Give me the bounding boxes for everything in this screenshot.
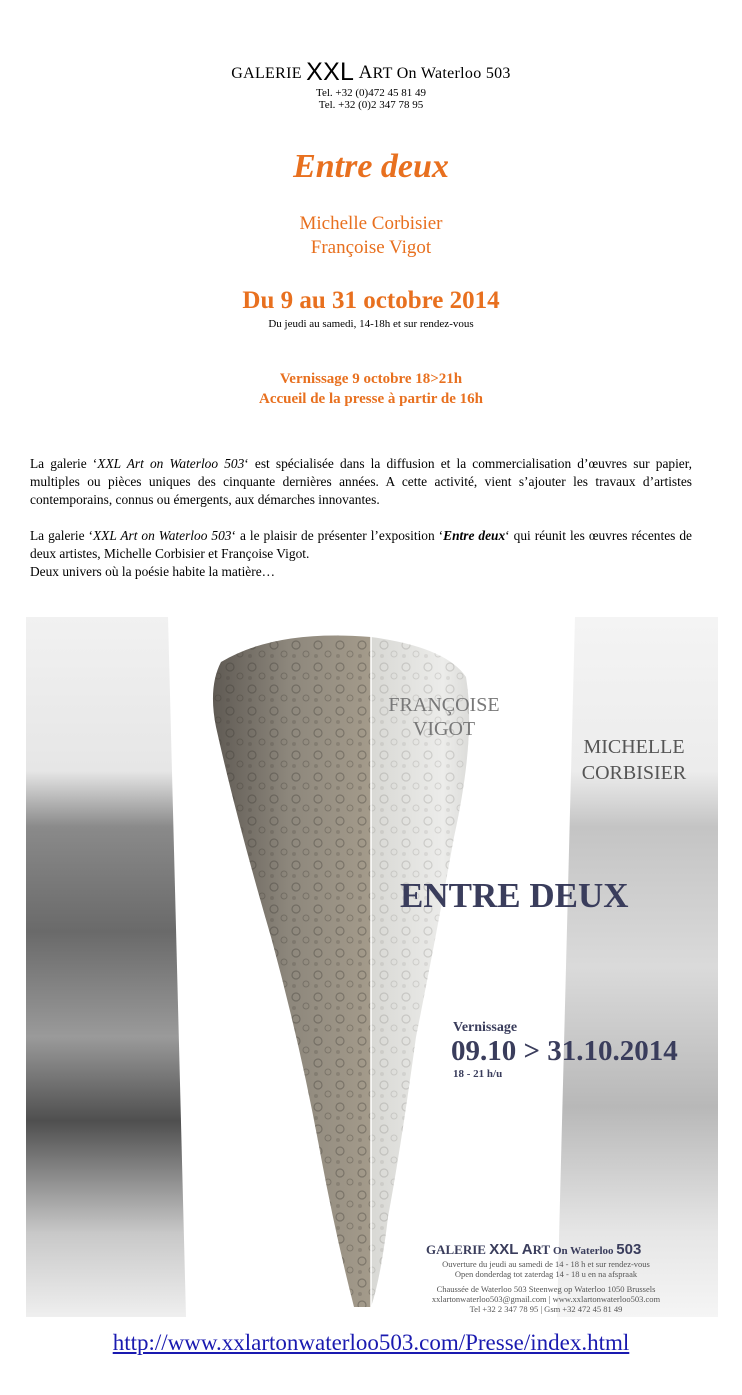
presentation-paragraph: La galerie ‘XXL Art on Waterloo 503‘ a le plaisir de présenter l’exposition ‘Entre deux‘ qui réunit les œuvres récentes de deux artistes, Michelle Corbisier et Françoise Vigot. Deux univers où la poésie habite la matière… [30, 528, 692, 579]
exhibition-poster [26, 617, 718, 1317]
exhibition-title: Entre deux [293, 148, 449, 185]
poster-phones: Tel +32 2 347 78 95 | Gsm +32 472 45 81 49 [469, 1304, 623, 1314]
artist-name: Michelle Corbisier [299, 213, 443, 234]
vernissage-line: Vernissage 9 octobre 18>21h [279, 371, 463, 387]
poster-hours-fr: Ouverture du jeudi au samedi de 14 - 18 h et sur rendez-vous [442, 1259, 650, 1269]
vernissage-info [0, 369, 742, 409]
poster-vernissage-hours: 18 - 21 h/u [453, 1068, 503, 1080]
poster-artwork [26, 617, 718, 1317]
press-line: Accueil de la presse à partir de 16h [258, 391, 483, 407]
poster-gallery-name: GALERIE XXL ART On Waterloo 503 [426, 1241, 642, 1258]
gallery-phone-1: Tel. +32 (0)472 45 81 49 [316, 87, 426, 99]
opening-hours: Du jeudi au samedi, 14-18h et sur rendez-vous [268, 318, 474, 330]
poster-artist-fv: VIGOT [412, 718, 476, 740]
poster-artist-mc: MICHELLE [583, 736, 685, 758]
left-artwork-panel [26, 617, 186, 1317]
press-page-link-container [0, 1330, 742, 1356]
poster-artist-mc: CORBISIER [581, 762, 687, 784]
artist-name: Françoise Vigot [310, 237, 432, 258]
poster-title: ENTRE DEUX [400, 876, 629, 915]
intro-paragraph: La galerie ‘XXL Art on Waterloo 503‘ est spécialisée dans la diffusion et la commercialisation d’œuvres sur papier, multiples ou pièces uniques des cinquante dernières années. A cette activité, vient s’ajouter les travaux d’artistes contemporains, connus ou émergents, aux démarches innovantes. [30, 456, 693, 507]
poster-artist-fv: FRANÇOISE [388, 694, 500, 716]
gallery-header [0, 58, 742, 111]
poster-contact: xxlartonwaterloo503@gmail.com | www.xxlartonwaterloo503.com [431, 1294, 661, 1304]
poster-date-range: 09.10 > 31.10.2014 [451, 1035, 678, 1067]
poster-hours-nl: Open donderdag tot zaterdag 14 - 18 u en na afspraak [454, 1269, 638, 1279]
gallery-phone-2: Tel. +32 (0)2 347 78 95 [318, 99, 424, 111]
poster-address: Chaussée de Waterloo 503 Steenweg op Waterloo 1050 Brussels [436, 1284, 656, 1294]
gallery-name: GALERIE XXL ART On Waterloo 503 [231, 58, 511, 86]
poster-vernissage-label: Vernissage [453, 1020, 518, 1035]
press-page-link[interactable]: http://www.xxlartonwaterloo503.com/Presse/index.html [112, 1330, 630, 1355]
exhibition-dates: Du 9 au 31 octobre 2014 [242, 287, 500, 314]
artist-list [0, 212, 742, 260]
right-artwork-panel [557, 617, 718, 1317]
